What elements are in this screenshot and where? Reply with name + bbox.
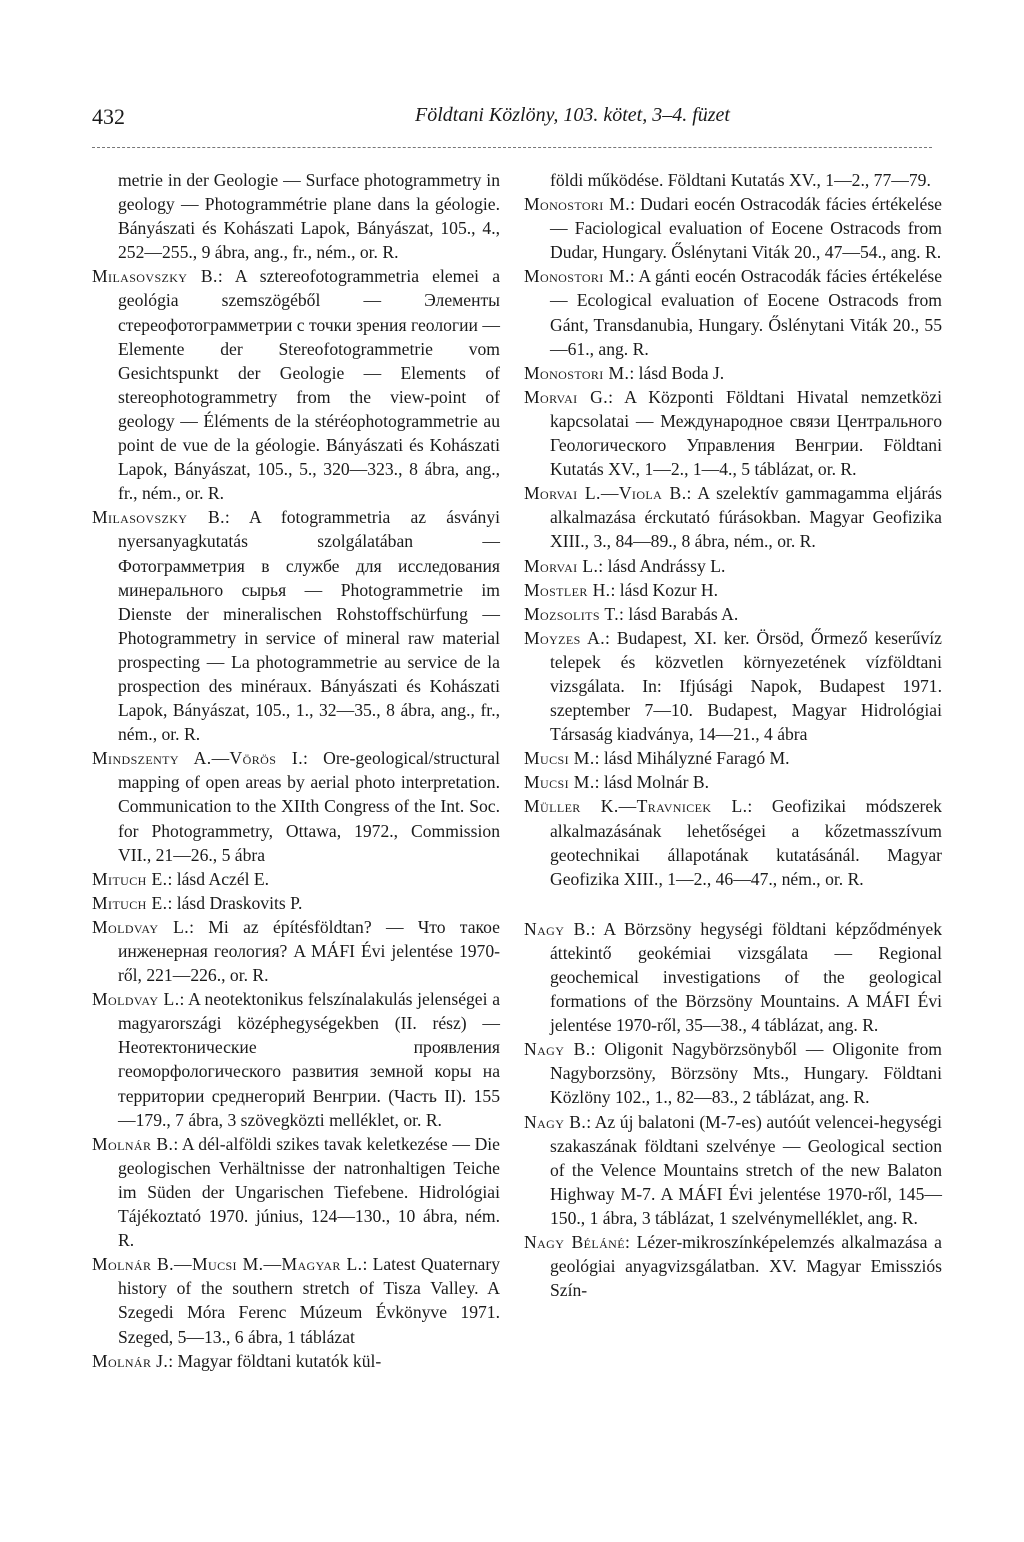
entry-text: : A Börzsöny hegységi földtani képződmények áttekintő geokémiai vizsgálata — Regional geochemical investigations of the geological formations of the Börzsöny Mountains. A MÁFI Évi jelentése 1970-ről, 35—38., 4 táblázat, ang. R. xyxy=(550,918,942,1036)
bibliography-entry xyxy=(524,264,942,360)
bibliography-entry xyxy=(92,891,500,915)
entry-author: Mostler H. xyxy=(524,579,611,600)
entry-author: Nagy B. xyxy=(524,918,591,939)
bibliography-entry xyxy=(92,1252,500,1348)
entry-text: : A gánti eocén Ostracodák fácies értékelése — Ecological evaluation of Eocene Ostracods from Gánt, Transdanubia, Hungary. Őslénytani Viták 20., 55—61., ang. R. xyxy=(550,266,942,359)
bibliography-entry xyxy=(92,867,500,891)
entry-text: : Geofizikai módszerek alkalmazásának lehetőségei a kőzetmasszívum geotechnikai állapotának kutatásánál. Magyar Geofizika XIII., 1—2., 46—47., ném., or. R. xyxy=(550,796,942,889)
entry-text: : lásd Molnár B. xyxy=(594,772,709,793)
entry-text: : lásd Mihályzné Faragó M. xyxy=(594,748,790,769)
entry-text: : Az új balatoni (M-7-es) autóút velencei-hegységi szakaszának földtani szelvénye — Geological section of the Velence Mountains stretch of the new Balaton Highway M-7. A MÁFI Évi jelentése 1970-ről, 145—150., 1 ábra, 3 táblázat, 1 szelvénymelléklet, ang. R. xyxy=(550,1111,942,1228)
entry-text: : lásd Barabás A. xyxy=(619,603,739,624)
page-number: 432 xyxy=(92,104,125,129)
page-header xyxy=(92,104,932,134)
entry-author: Nagy B. xyxy=(524,1039,591,1060)
entry-author: Molnár J. xyxy=(92,1350,169,1371)
bibliography-entry xyxy=(524,554,942,578)
entry-text: metrie in der Geologie — Surface photogrammetry in geology — Photogrammétrie plane dans la géologie. Bányászati és Kohászati Lapok, Bányászat, 105., 4., 252—255., 9 ábra, ang., fr., ném., or. R. xyxy=(118,170,500,263)
bibliography-entry xyxy=(524,192,942,264)
right-column xyxy=(524,168,942,1302)
entry-text: : A neotektonikus felszínalakulás jelenségei a magyarországi középhegységekben (II. rész) — Неотектонические проявления геоморфологического развития земной коры на территории среднегорий Венгрии. (Часть II). 155—179., 7 ábra, 3 szövegközti melléklet, or. R. xyxy=(118,989,500,1130)
entry-text: : A Központi Földtani Hivatal nemzetközi kapcsolatai — Международное связи Центрального Геологического Управления Венгрии. Földtani Kutatás XV., 1—2., 1—4., 5 táblázat, or. R. xyxy=(550,386,942,480)
entry-author: Mozsolits T. xyxy=(524,603,620,624)
entry-author: Mucsi M. xyxy=(524,772,595,793)
bibliography-entry xyxy=(524,385,942,481)
entry-author: Mituch E. xyxy=(92,892,168,913)
entry-text: : lásd Andrássy L. xyxy=(598,555,726,576)
bibliography-entry xyxy=(524,481,942,553)
bibliography-entry xyxy=(524,794,942,890)
entry-author: Morvai L. xyxy=(524,555,599,576)
bibliography-entry xyxy=(524,770,942,794)
entry-author: Mindszenty A.—Vörös I. xyxy=(92,748,303,769)
bibliography-entry xyxy=(92,505,500,746)
bibliography-entry xyxy=(92,1132,500,1252)
bibliography-entry xyxy=(92,915,500,987)
entry-author: Moldvay L. xyxy=(92,916,190,937)
left-column xyxy=(92,168,500,1373)
entry-author: Nagy Béláné xyxy=(524,1232,625,1253)
bibliography-entry xyxy=(92,1349,500,1373)
bibliography-entry xyxy=(524,361,942,385)
entry-author: Moldvay L. xyxy=(92,989,180,1010)
bibliography-entry xyxy=(524,602,942,626)
entry-author: Morvai G. xyxy=(524,386,609,407)
bibliography-entry xyxy=(524,578,942,602)
entry-text: : Budapest, XI. ker. Örsöd, Őrmező keserűvíz telepek és közvetlen környezetének vízföldtani vizsgálata. In: Ifjúsági Napok, Budapest 1971. szeptember 7—10. Budapest, Magyar Hidrológiai Társaság kiadványa, 14—21., 4 ábra xyxy=(550,627,942,745)
bibliography-entry xyxy=(524,1110,942,1230)
bibliography-entry xyxy=(524,168,942,192)
entry-text: : A szelektív gammagamma eljárás alkalmazása érckutató fúrásokban. Magyar Geofizika XIII., 3., 84—89., 8 ábra, ném., or. R. xyxy=(550,483,942,552)
entry-author: Monostori M. xyxy=(524,362,630,383)
bibliography-entry xyxy=(524,1230,942,1302)
bibliography-entry xyxy=(524,1037,942,1109)
bibliography-entry xyxy=(92,168,500,264)
bibliography-entry xyxy=(524,917,942,1037)
bibliography-entry xyxy=(524,626,942,746)
entry-text: földi működése. Földtani Kutatás XV., 1—2., 77—79. xyxy=(550,170,931,190)
entry-text: : Latest Quaternary history of the southern stretch of Tisza Valley. A Szegedi Móra Ferenc Múzeum Évkönyve 1971. Szeged, 5—13., 6 ábra, 1 táblázat xyxy=(118,1254,500,1347)
bibliography-entry xyxy=(524,746,942,770)
entry-text: : Oligonit Nagybörzsönyből — Oligonite from Nagyborzsöny, Börzsöny Mts., Hungary. Földtani Közlöny 102., 1., 82—83., 2 táblázat, ang. R. xyxy=(550,1039,942,1108)
entry-text: : lásd Kozur H. xyxy=(610,579,718,600)
running-title: Földtani Közlöny, 103. kötet, 3–4. füzet xyxy=(415,104,730,126)
bibliography-entry xyxy=(92,987,500,1132)
entry-text: : A fotogrammetria az ásványi nyersanyagkutatás szolgálatában — Фотограмметрия в службе для исследования минерального сырья — Photogrammetrie im Dienste der mineralischen Rohstoffschürfung — Photogrammetry in service of mineral raw material prospecting — La photogrammetrie au service de la prospection des minéraux. Bányászati és Kohászati Lapok, Bányászat, 105., 1., 32—35., 8 ábra, ang., fr., ném., or. R. xyxy=(118,507,501,745)
entry-author: Müller K.—Travnicek L. xyxy=(524,796,748,817)
entry-author: Molnár B.—Mucsi M.—Magyar L. xyxy=(92,1254,363,1275)
entry-text: : lásd Draskovits P. xyxy=(167,892,303,913)
entry-author: Milasovszky B. xyxy=(92,266,218,287)
header-divider xyxy=(92,147,932,148)
entry-text: : Lézer-mikroszínképelemzés alkalmazása a geológiai anyagvizsgálatban. XV. Magyar Emissziós Szín- xyxy=(550,1232,942,1301)
entry-author: Moyzes A. xyxy=(524,627,606,648)
entry-text: : A dél-alföldi szikes tavak keletkezése — Die geologischen Verhältnisse der natronhaltigen Teiche im Süden der Ungarischen Tiefebene. Hidrológiai Tájékoztató 1970. június, 124—130., 10 ábra, ném. R. xyxy=(118,1133,500,1251)
entry-text: : lásd Boda J. xyxy=(629,362,725,383)
entry-text: : Magyar földtani kutatók kül- xyxy=(168,1350,382,1371)
entry-author: Milasovszky B. xyxy=(92,507,225,528)
entry-text: : Ore-geological/structural mapping of open areas by aerial photo interpretation. Communication to the XIIth Congress of the Int. Soc. for Photogrammetry, Ottawa, 1972., Commission VII., 21—26., 5 ábra xyxy=(118,748,500,865)
entry-text: : Mi az építésföldtan? — Что такое инженерная геология? A MÁFI Évi jelentése 1970-ről, 221—226., or. R. xyxy=(118,916,500,986)
entry-text: : Dudari eocén Ostracodák fácies értékelése — Faciological evaluation of Eocene Ostracods from Dudar, Hungary. Őslénytani Viták 20., 47—54., ang. R. xyxy=(550,194,942,263)
entry-author: Molnár B. xyxy=(92,1133,174,1154)
bibliography-entry xyxy=(92,746,500,866)
entry-author: Nagy B. xyxy=(524,1111,587,1132)
entry-text: : A sztereofotogrammetria elemei a geológia szemszögéből — Элементы стереофотограмметрии с точки зрения геологии — Elemente der Stereofotogrammetrie vom Gesichtspunkt der Geologie — Elements of stereophotogrammetry from the view-point of geology — Éléments de la stéréophotogrammetrie au point de vue de la géologie. Bányászati és Kohászati Lapok, Bányászat, 105., 5., 320—323., 8 ábra, ang., fr., ném., or. R. xyxy=(118,266,500,504)
entry-author: Mituch E. xyxy=(92,868,168,889)
entry-text: : lásd Aczél E. xyxy=(167,868,270,889)
entry-author: Mucsi M. xyxy=(524,748,595,769)
entry-author: Morvai L.—Viola B. xyxy=(524,483,687,504)
entry-author: Monostori M. xyxy=(524,266,630,287)
bibliography-entry xyxy=(92,264,500,505)
entry-author: Monostori M. xyxy=(524,194,631,215)
